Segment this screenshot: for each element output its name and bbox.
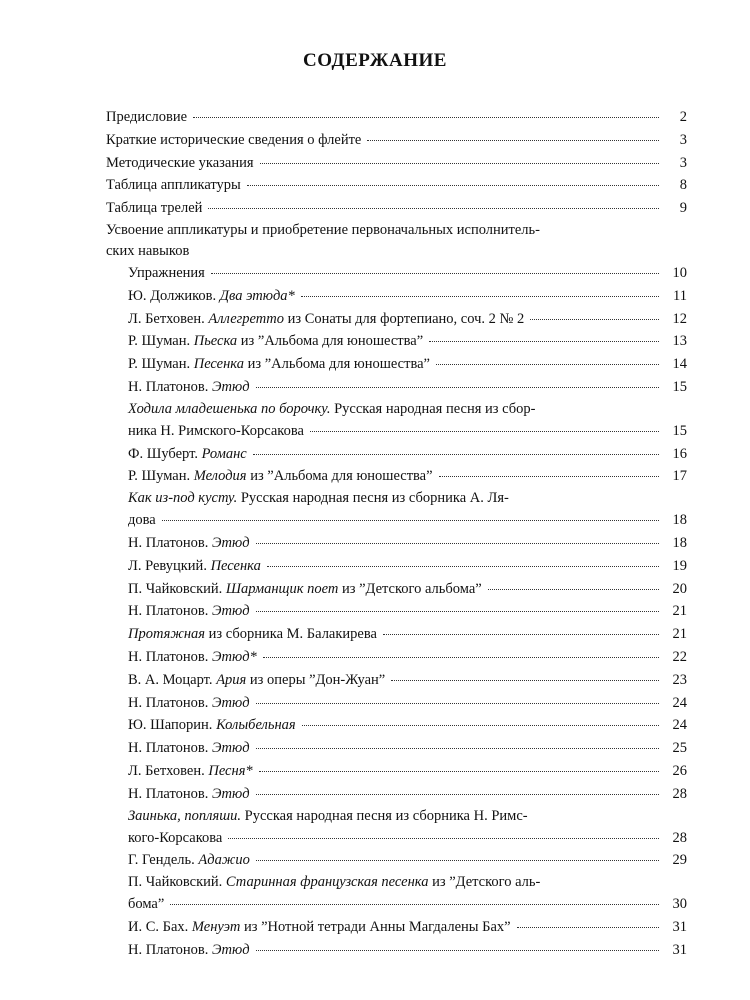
- toc-entry-text: [128, 555, 261, 578]
- toc-entry-line: [106, 106, 687, 129]
- dot-leader: [267, 566, 659, 567]
- toc-entry-italic-text: Старинная французская песенка: [225, 874, 429, 891]
- toc-entry-line: [128, 916, 687, 939]
- dot-leader: [256, 703, 659, 704]
- toc-entry-plain-text: Н. Платонов.: [128, 694, 212, 711]
- toc-entry-plain-text: И. С. Бах.: [128, 918, 192, 935]
- toc-entry-line: [128, 600, 687, 623]
- toc-page-number: 16: [672, 445, 687, 462]
- toc-page-number: 25: [672, 740, 687, 757]
- toc-entry-text: [128, 808, 528, 824]
- toc-entry-plain-text: ника Н. Римского-Корсакова: [128, 422, 304, 439]
- toc-entry: [106, 872, 687, 916]
- toc-entry-text: [106, 152, 254, 175]
- toc-entry-text: [128, 714, 296, 737]
- toc-page-number: 3: [679, 131, 687, 148]
- toc-entry-text: [106, 106, 187, 129]
- toc-entry: [106, 849, 687, 872]
- toc-page-number: 9: [679, 200, 687, 217]
- toc-entry-text: [128, 893, 164, 916]
- toc-entry-text: [128, 308, 524, 331]
- toc-entry-plain-text: Н. Платонов.: [128, 941, 212, 958]
- toc-entry-text: [106, 174, 241, 197]
- dot-leader: [439, 476, 659, 477]
- page-title: СОДЕРЖАНИЕ: [303, 50, 447, 71]
- toc-entry-italic-text: Песня*: [208, 762, 253, 779]
- toc-entry-plain-text: Таблица трелей: [106, 200, 203, 217]
- toc-entry-plain-text: Р. Шуман.: [128, 468, 194, 485]
- toc-entry: [106, 578, 687, 601]
- toc-page-number: 31: [672, 918, 687, 935]
- toc-entry-text: [106, 129, 361, 152]
- toc-entry-plain-text: из оперы ”Дон-Жуан”: [246, 671, 386, 688]
- toc-entry-plain-text: Упражнения: [128, 264, 205, 281]
- toc-entry-plain-text: дова: [128, 512, 156, 529]
- toc-entry-plain-text: бома”: [128, 896, 165, 913]
- toc-entry-line: [128, 893, 687, 916]
- toc-entry-italic-text: Этюд: [212, 941, 250, 958]
- toc-entry-line: [128, 669, 687, 692]
- toc-page-number: 29: [672, 852, 687, 869]
- dot-leader: [256, 748, 659, 749]
- toc-page-number: 3: [679, 154, 687, 171]
- toc-entry-line: [128, 806, 687, 827]
- toc-entry-line: [128, 443, 687, 466]
- toc-entry-text: [128, 262, 205, 285]
- toc-entry-line: [106, 129, 687, 152]
- dot-leader: [263, 657, 659, 658]
- dot-leader: [256, 387, 659, 388]
- toc-entry-italic-text: Шарманщик поет: [225, 580, 339, 597]
- toc-page-number: 11: [673, 287, 687, 304]
- toc-entry-italic-text: Этюд: [212, 785, 250, 802]
- toc-entry-italic-text: Протяжная: [128, 626, 206, 643]
- toc-entry-plain-text: Н. Платонов.: [128, 740, 212, 757]
- dot-leader: [488, 589, 659, 590]
- toc-entry-italic-text: Менуэт: [191, 918, 241, 935]
- toc-entry-line: [128, 420, 687, 443]
- toc-entry-plain-text: Л. Бетховен.: [128, 310, 209, 327]
- dot-leader: [211, 273, 659, 274]
- dot-leader: [253, 454, 659, 455]
- toc-entry-italic-text: Этюд: [212, 603, 250, 620]
- toc-page-number: 24: [672, 717, 687, 734]
- toc-entry: [106, 174, 687, 197]
- toc-entry-line: [128, 646, 687, 669]
- toc-entry: [106, 443, 687, 466]
- dot-leader: [259, 771, 659, 772]
- toc-entry-plain-text: Р. Шуман.: [128, 356, 194, 373]
- toc-entry-line: [128, 353, 687, 376]
- toc-entry-italic-text: Ходила младешенька по борочку.: [128, 400, 331, 417]
- toc-entry-line: [128, 872, 687, 893]
- toc-entry: [106, 152, 687, 175]
- toc-entry: [106, 262, 687, 285]
- toc-entry-plain-text: П. Чайковский.: [128, 874, 226, 891]
- toc-entry-text: [128, 849, 250, 872]
- dot-leader: [256, 543, 659, 544]
- toc-entry-line: [128, 623, 687, 646]
- toc-entry-line: [128, 692, 687, 715]
- toc-entry-text: [128, 646, 257, 669]
- toc-entry-text: [128, 509, 156, 532]
- toc-entry-line: [128, 376, 687, 399]
- toc-entry: [106, 939, 687, 962]
- toc-entry-plain-text: Р. Шуман.: [128, 333, 194, 350]
- toc-entry-text: [128, 465, 433, 488]
- dot-leader: [260, 163, 659, 164]
- toc-entry-italic-text: Заинька, попляши.: [128, 807, 242, 824]
- toc-entry-plain-text: из ”Детского аль-: [428, 874, 541, 891]
- dot-leader: [302, 725, 659, 726]
- toc-entry-text: [128, 692, 250, 715]
- toc-entry-italic-text: Этюд: [212, 378, 250, 395]
- toc-entry-text: [128, 600, 250, 623]
- toc-entry: [106, 376, 687, 399]
- toc-entry: [106, 197, 687, 220]
- toc-entry-text: [106, 197, 202, 220]
- toc-entry-text: [106, 243, 189, 259]
- dot-leader: [367, 140, 659, 141]
- toc-entry-italic-text: Два этюда*: [219, 287, 295, 304]
- toc-entry-text: [128, 669, 385, 692]
- toc-page-number: 2: [679, 109, 687, 125]
- toc-entry-plain-text: Н. Платонов.: [128, 378, 212, 395]
- toc-entry: [106, 737, 687, 760]
- dot-leader: [170, 904, 659, 905]
- toc-entry-text: [128, 353, 430, 376]
- dot-leader: [436, 364, 659, 365]
- toc-entry-italic-text: Песенка: [210, 557, 261, 574]
- toc-entry-text: [128, 783, 250, 806]
- toc-entry-plain-text: из ”Альбома для юношества”: [237, 333, 424, 350]
- toc-entry-text: [128, 376, 250, 399]
- toc-entry-line: [128, 783, 687, 806]
- toc-entry-line: [128, 578, 687, 601]
- toc-entry-plain-text: из ”Детского альбома”: [338, 580, 482, 597]
- toc-entry-line: [106, 241, 687, 262]
- toc-entry-line: [106, 220, 687, 241]
- toc-entry-line: [128, 827, 687, 850]
- toc-entry-plain-text: Усвоение аппликатуры и приобретение первоначальных исполнитель-: [106, 221, 540, 238]
- toc-page-number: 17: [672, 468, 687, 485]
- dot-leader: [383, 634, 659, 635]
- toc-entry-plain-text: Л. Ревуцкий.: [128, 557, 211, 574]
- toc-entry-text: [128, 330, 423, 353]
- toc-entry-italic-text: Мелодия: [193, 468, 247, 485]
- toc-entry-text: [128, 532, 250, 555]
- dot-leader: [256, 794, 659, 795]
- toc-entry-italic-text: Этюд: [212, 694, 250, 711]
- dot-leader: [310, 431, 659, 432]
- table-of-contents: [106, 106, 687, 962]
- toc-entry: [106, 916, 687, 939]
- toc-entry: [106, 555, 687, 578]
- toc-page-number: 23: [672, 671, 687, 688]
- toc-entry-italic-text: Ария: [216, 671, 247, 688]
- toc-entry-text: [128, 285, 295, 308]
- toc-entry-plain-text: Г. Гендель.: [128, 852, 199, 869]
- toc-entry-plain-text: В. А. Моцарт.: [128, 671, 217, 688]
- toc-entry-text: [128, 916, 511, 939]
- toc-page-number: 12: [672, 310, 687, 327]
- toc-page-number: 19: [672, 557, 687, 574]
- dot-leader: [429, 341, 659, 342]
- dot-leader: [256, 860, 659, 861]
- toc-entry-plain-text: Н. Платонов.: [128, 785, 212, 802]
- toc-entry-plain-text: Таблица аппликатуры: [106, 177, 241, 194]
- toc-entry-plain-text: из ”Нотной тетради Анны Магдалены Бах”: [240, 918, 511, 935]
- toc-entry-line: [106, 197, 687, 220]
- toc-entry-plain-text: Ю. Должиков.: [128, 287, 220, 304]
- toc-entry-text: [128, 443, 247, 466]
- toc-entry: [106, 714, 687, 737]
- toc-entry-plain-text: из сборника М. Балакирева: [205, 626, 377, 643]
- toc-entry-plain-text: Н. Платонов.: [128, 534, 212, 551]
- toc-entry: [106, 129, 687, 152]
- toc-entry-line: [128, 465, 687, 488]
- toc-entry-italic-text: Романс: [201, 445, 247, 462]
- toc-entry-plain-text: Н. Платонов.: [128, 603, 212, 620]
- toc-entry-line: [128, 714, 687, 737]
- toc-entry-line: [128, 308, 687, 331]
- dot-leader: [162, 520, 659, 521]
- toc-entry-line: [128, 939, 687, 962]
- toc-page-number: 15: [672, 378, 687, 395]
- toc-entry-plain-text: Ю. Шапорин.: [128, 717, 217, 734]
- toc-entry-text: [128, 760, 253, 783]
- toc-entry-plain-text: Ф. Шуберт.: [128, 445, 202, 462]
- toc-entry-line: [128, 488, 687, 509]
- toc-entry-line: [128, 849, 687, 872]
- toc-entry: [106, 669, 687, 692]
- toc-entry-text: [128, 578, 482, 601]
- dot-leader: [530, 319, 659, 320]
- toc-entry-italic-text: Как из-под кусту.: [128, 490, 238, 507]
- toc-entry-text: [128, 874, 540, 890]
- toc-entry-plain-text: Русская народная песня из сборника А. Ля-: [237, 490, 509, 507]
- toc-entry-text: [128, 623, 377, 646]
- toc-entry-plain-text: Н. Платонов.: [128, 648, 212, 665]
- toc-entry: [106, 623, 687, 646]
- toc-entry: [106, 220, 687, 262]
- dot-leader: [193, 117, 659, 118]
- toc-entry-plain-text: ских навыков: [106, 242, 190, 259]
- toc-entry: [106, 532, 687, 555]
- toc-page-number: 14: [672, 356, 687, 373]
- toc-entry: [106, 330, 687, 353]
- toc-entry-text: [128, 939, 250, 962]
- toc-entry-plain-text: Предисловие: [106, 109, 188, 125]
- toc-entry-text: [128, 490, 509, 506]
- toc-entry-text: [106, 222, 540, 238]
- toc-entry-italic-text: Этюд: [212, 534, 250, 551]
- toc-entry: [106, 806, 687, 850]
- toc-entry-line: [128, 760, 687, 783]
- toc-entry-italic-text: Этюд: [212, 740, 250, 757]
- dot-leader: [301, 296, 659, 297]
- toc-page-number: 26: [672, 762, 687, 779]
- toc-entry: [106, 308, 687, 331]
- dot-leader: [391, 680, 659, 681]
- toc-entry-line: [128, 399, 687, 420]
- toc-entry-line: [128, 532, 687, 555]
- toc-entry-italic-text: Аллегретто: [208, 310, 284, 327]
- dot-leader: [256, 611, 659, 612]
- toc-entry-line: [128, 285, 687, 308]
- toc-entry: [106, 285, 687, 308]
- toc-page-number: 28: [672, 829, 687, 846]
- toc-entry-plain-text: Русская народная песня из сборника Н. Римс-: [241, 807, 528, 824]
- toc-entry-italic-text: Песенка: [193, 356, 244, 373]
- toc-entry-plain-text: Краткие исторические сведения о флейте: [106, 131, 362, 148]
- toc-entry: [106, 600, 687, 623]
- toc-entry-text: [128, 827, 222, 850]
- toc-entry: [106, 106, 687, 129]
- toc-entry-plain-text: кого-Корсакова: [128, 829, 223, 846]
- toc-entry: [106, 760, 687, 783]
- toc-page-number: 28: [672, 785, 687, 802]
- dot-leader: [247, 185, 659, 186]
- toc-page-number: 20: [672, 580, 687, 597]
- toc-entry-line: [106, 152, 687, 175]
- toc-entry-italic-text: Колыбельная: [216, 717, 296, 734]
- toc-page-number: 21: [672, 603, 687, 620]
- toc-page-number: 21: [672, 626, 687, 643]
- toc-entry-italic-text: Адажио: [198, 852, 250, 869]
- toc-page-number: 15: [672, 422, 687, 439]
- toc-entry-italic-text: Этюд*: [212, 648, 257, 665]
- toc-entry: [106, 692, 687, 715]
- dot-leader: [517, 927, 659, 928]
- toc-entry-text: [128, 401, 535, 417]
- toc-entry: [106, 488, 687, 532]
- toc-page-number: 22: [672, 648, 687, 665]
- toc-entry-line: [128, 737, 687, 760]
- toc-page-number: 24: [672, 694, 687, 711]
- toc-page-number: 18: [672, 512, 687, 529]
- toc-entry-plain-text: из Сонаты для фортепиано, соч. 2 № 2: [284, 310, 525, 327]
- toc-entry-line: [106, 174, 687, 197]
- toc-page-number: 8: [679, 177, 687, 194]
- toc-page-number: 13: [672, 333, 687, 350]
- dot-leader: [228, 838, 659, 839]
- toc-entry-plain-text: из ”Альбома для юношества”: [246, 468, 433, 485]
- toc-entry-plain-text: Методические указания: [106, 154, 254, 171]
- toc-entry: [106, 646, 687, 669]
- dot-leader: [208, 208, 659, 209]
- toc-entry-plain-text: Л. Бетховен.: [128, 762, 209, 779]
- toc-entry-plain-text: из ”Альбома для юношества”: [243, 356, 430, 373]
- toc-entry-plain-text: Русская народная песня из сбор-: [330, 400, 536, 417]
- toc-entry-text: [128, 737, 250, 760]
- toc-entry-plain-text: П. Чайковский.: [128, 580, 226, 597]
- toc-entry-line: [128, 262, 687, 285]
- toc-entry-line: [128, 509, 687, 532]
- toc-page-number: 10: [672, 264, 687, 281]
- toc-entry-text: [128, 420, 304, 443]
- toc-entry-line: [128, 330, 687, 353]
- toc-entry: [106, 465, 687, 488]
- toc-entry: [106, 353, 687, 376]
- toc-entry-line: [128, 555, 687, 578]
- toc-page-number: 30: [672, 896, 687, 913]
- dot-leader: [256, 950, 659, 951]
- toc-page-number: 18: [672, 534, 687, 551]
- toc-entry: [106, 783, 687, 806]
- toc-page-number: 31: [672, 941, 687, 958]
- toc-entry-italic-text: Пьеска: [193, 333, 238, 350]
- toc-entry: [106, 399, 687, 443]
